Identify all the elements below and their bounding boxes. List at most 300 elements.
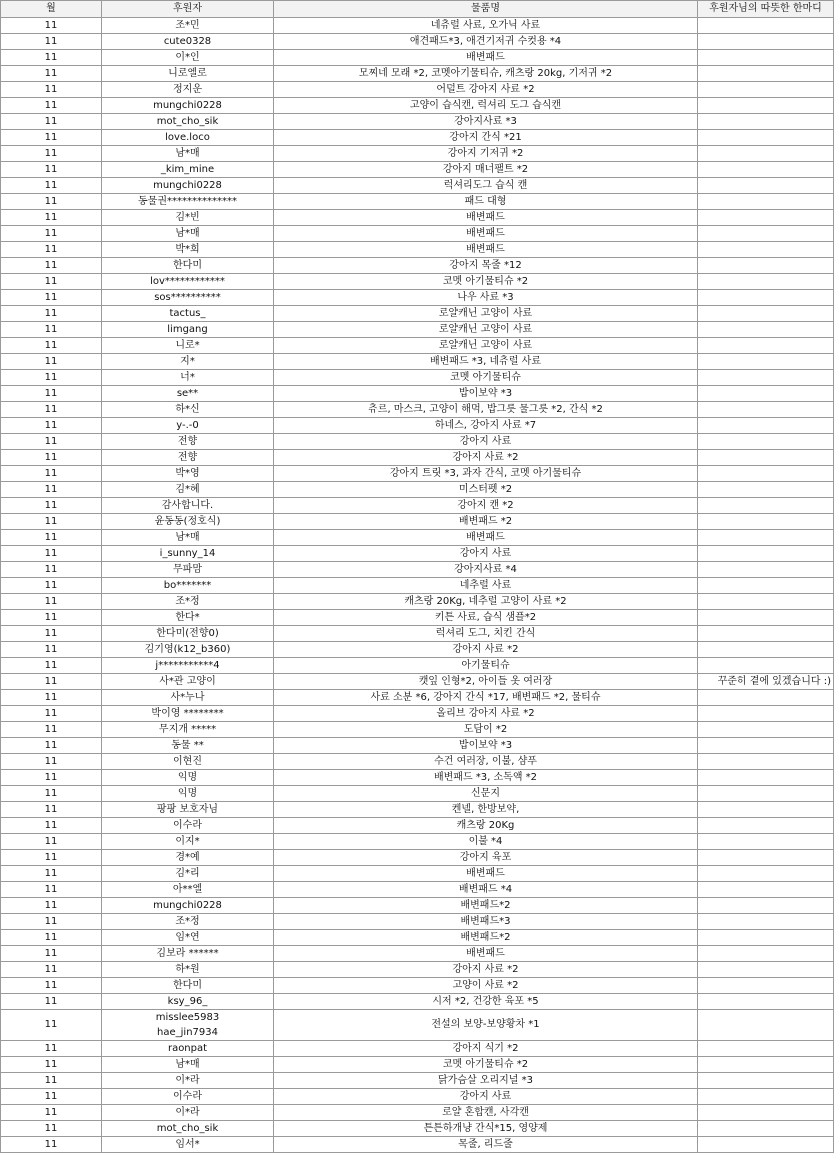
donor-cell: 조*정: [102, 594, 274, 610]
donor-cell: 동물 **: [102, 738, 274, 754]
message-cell: [698, 866, 834, 882]
item-cell: 아기물티슈: [274, 658, 698, 674]
month-cell: 11: [1, 1057, 102, 1073]
month-cell: 11: [1, 1010, 102, 1041]
month-cell: 11: [1, 626, 102, 642]
month-cell: 11: [1, 866, 102, 882]
table-row: [1, 1010, 834, 1041]
message-cell: [698, 770, 834, 786]
donor-cell: 이*라: [102, 1073, 274, 1089]
message-cell: [698, 898, 834, 914]
item-cell: 신문지: [274, 786, 698, 802]
table-row: [1, 258, 834, 274]
table-row: [1, 898, 834, 914]
message-cell: [698, 450, 834, 466]
item-cell: 강아지 사료 *2: [274, 450, 698, 466]
donor-cell: j***********4: [102, 658, 274, 674]
table-row: [1, 1057, 834, 1073]
item-cell: 닭가슴살 오리지널 *3: [274, 1073, 698, 1089]
donor-line: hae_jin7934: [157, 1027, 218, 1038]
message-cell: [698, 882, 834, 898]
table-row: [1, 466, 834, 482]
message-cell: [698, 978, 834, 994]
table-row: [1, 370, 834, 386]
donor-cell: 한다미: [102, 978, 274, 994]
table-row: [1, 850, 834, 866]
month-cell: 11: [1, 978, 102, 994]
table-body: [1, 18, 834, 1153]
donor-cell: i_sunny_14: [102, 546, 274, 562]
table-row: [1, 786, 834, 802]
message-cell: [698, 1057, 834, 1073]
month-cell: 11: [1, 50, 102, 66]
donor-cell: 사*관 고양이: [102, 674, 274, 690]
table-row: [1, 594, 834, 610]
item-cell: 코멧 아기물티슈 *2: [274, 274, 698, 290]
message-cell: [698, 226, 834, 242]
donor-cell: 전향: [102, 434, 274, 450]
message-cell: [698, 946, 834, 962]
month-cell: 11: [1, 466, 102, 482]
month-cell: 11: [1, 562, 102, 578]
month-cell: 11: [1, 994, 102, 1010]
table-row: [1, 866, 834, 882]
message-cell: [698, 386, 834, 402]
month-cell: 11: [1, 82, 102, 98]
table-row: [1, 722, 834, 738]
month-cell: 11: [1, 162, 102, 178]
month-cell: 11: [1, 882, 102, 898]
table-row: [1, 802, 834, 818]
message-cell: [698, 514, 834, 530]
month-cell: 11: [1, 850, 102, 866]
table-row: [1, 578, 834, 594]
month-cell: 11: [1, 610, 102, 626]
item-cell: 배변패드 *2: [274, 514, 698, 530]
table-row: [1, 658, 834, 674]
message-cell: [698, 658, 834, 674]
table-row: [1, 66, 834, 82]
table-row: [1, 946, 834, 962]
month-cell: 11: [1, 1041, 102, 1057]
message-cell: [698, 626, 834, 642]
item-cell: 강아지사료 *4: [274, 562, 698, 578]
month-cell: 11: [1, 130, 102, 146]
table-row: [1, 546, 834, 562]
table-row: [1, 562, 834, 578]
item-cell: 강아지 사료: [274, 1089, 698, 1105]
month-cell: 11: [1, 898, 102, 914]
item-cell: 하네스, 강아지 사료 *7: [274, 418, 698, 434]
donor-cell: 한다미(전향0): [102, 626, 274, 642]
table-row: [1, 978, 834, 994]
month-cell: 11: [1, 706, 102, 722]
table-row: [1, 690, 834, 706]
item-cell: 미스터펫 *2: [274, 482, 698, 498]
table-row: [1, 338, 834, 354]
item-cell: 밥이보약 *3: [274, 738, 698, 754]
donor-cell: 지*: [102, 354, 274, 370]
message-cell: [698, 402, 834, 418]
donor-cell: 한다미: [102, 258, 274, 274]
month-cell: 11: [1, 690, 102, 706]
item-cell: 로얄캐닌 고양이 사료: [274, 338, 698, 354]
item-cell: 배변패드: [274, 210, 698, 226]
item-cell: 이불 *4: [274, 834, 698, 850]
donor-cell: 사*누나: [102, 690, 274, 706]
item-cell: 강아지 목줄 *12: [274, 258, 698, 274]
item-cell: 로얄캐닌 고양이 사료: [274, 306, 698, 322]
donor-cell: 팡팡 보호자님: [102, 802, 274, 818]
month-cell: 11: [1, 1105, 102, 1121]
item-cell: 네추럴 사료: [274, 578, 698, 594]
message-cell: [698, 962, 834, 978]
month-cell: 11: [1, 306, 102, 322]
item-cell: 배변패드*3: [274, 914, 698, 930]
month-cell: 11: [1, 290, 102, 306]
item-cell: 강아지 식기 *2: [274, 1041, 698, 1057]
table-row: [1, 402, 834, 418]
message-cell: [698, 50, 834, 66]
donor-cell: 이수라: [102, 1089, 274, 1105]
item-cell: 애견패드*3, 애견기저귀 수컷용 *4: [274, 34, 698, 50]
table-row: [1, 498, 834, 514]
table-row: [1, 290, 834, 306]
item-cell: 강아지 사료 *2: [274, 962, 698, 978]
table-row: [1, 530, 834, 546]
table-row: [1, 1105, 834, 1121]
table-row: [1, 882, 834, 898]
donor-cell: 윤동동(정호식): [102, 514, 274, 530]
message-cell: [698, 834, 834, 850]
table-row: [1, 178, 834, 194]
donor-cell: 임*연: [102, 930, 274, 946]
table-row: [1, 674, 834, 690]
item-cell: 배변패드 *4: [274, 882, 698, 898]
message-cell: [698, 290, 834, 306]
donor-cell: 정지운: [102, 82, 274, 98]
message-cell: [698, 274, 834, 290]
header-donor: 후원자: [102, 1, 274, 18]
message-cell: [698, 418, 834, 434]
donor-cell: 경*예: [102, 850, 274, 866]
message-cell: [698, 1041, 834, 1057]
header-row: [1, 1, 834, 18]
item-cell: 강아지 매너팰트 *2: [274, 162, 698, 178]
donor-cell: 이지*: [102, 834, 274, 850]
table-row: [1, 962, 834, 978]
table-row: [1, 610, 834, 626]
message-cell: [698, 82, 834, 98]
month-cell: 11: [1, 114, 102, 130]
table-row: [1, 50, 834, 66]
donor-cell: 이*라: [102, 1105, 274, 1121]
message-cell: [698, 466, 834, 482]
donor-cell: raonpat: [102, 1041, 274, 1057]
message-cell: [698, 18, 834, 34]
month-cell: 11: [1, 370, 102, 386]
table-row: [1, 1089, 834, 1105]
item-cell: 패드 대형: [274, 194, 698, 210]
table-row: [1, 642, 834, 658]
item-cell: 시저 *2, 건강한 육포 *5: [274, 994, 698, 1010]
message-cell: [698, 34, 834, 50]
item-cell: 배변패드: [274, 226, 698, 242]
table-row: [1, 1137, 834, 1153]
donor-cell: 박이영 ********: [102, 706, 274, 722]
month-cell: 11: [1, 322, 102, 338]
month-cell: 11: [1, 1121, 102, 1137]
message-cell: [698, 994, 834, 1010]
month-cell: 11: [1, 818, 102, 834]
table-row: [1, 914, 834, 930]
item-cell: 수건 여러장, 이불, 샴푸: [274, 754, 698, 770]
month-cell: 11: [1, 98, 102, 114]
month-cell: 11: [1, 482, 102, 498]
item-cell: 목줄, 리드줄: [274, 1137, 698, 1153]
item-cell: 어덜트 강아지 사료 *2: [274, 82, 698, 98]
message-cell: [698, 162, 834, 178]
item-cell: 밥이보약 *3: [274, 386, 698, 402]
month-cell: 11: [1, 402, 102, 418]
message-cell: [698, 594, 834, 610]
month-cell: 11: [1, 274, 102, 290]
item-cell: 키튼 사료, 습식 샘플*2: [274, 610, 698, 626]
table-row: [1, 386, 834, 402]
donor-cell: 동물권**************: [102, 194, 274, 210]
message-cell: [698, 738, 834, 754]
month-cell: 11: [1, 434, 102, 450]
table-row: [1, 514, 834, 530]
table-row: [1, 818, 834, 834]
item-cell: 배변패드: [274, 50, 698, 66]
donor-cell: 남*매: [102, 1057, 274, 1073]
month-cell: 11: [1, 514, 102, 530]
item-cell: 로얄 혼합캔, 사각캔: [274, 1105, 698, 1121]
table-row: [1, 482, 834, 498]
table-row: [1, 82, 834, 98]
month-cell: 11: [1, 946, 102, 962]
table-row: [1, 930, 834, 946]
message-cell: [698, 546, 834, 562]
message-cell: [698, 930, 834, 946]
month-cell: 11: [1, 546, 102, 562]
item-cell: 강아지 육포: [274, 850, 698, 866]
donor-cell: 김*리: [102, 866, 274, 882]
month-cell: 11: [1, 914, 102, 930]
month-cell: 11: [1, 354, 102, 370]
donor-cell: 남*매: [102, 226, 274, 242]
message-cell: [698, 482, 834, 498]
message-cell: [698, 690, 834, 706]
donor-cell: se**: [102, 386, 274, 402]
donor-cell: 조*정: [102, 914, 274, 930]
table-row: [1, 1073, 834, 1089]
item-cell: 코멧 아기물티슈: [274, 370, 698, 386]
donor-cell: sos**********: [102, 290, 274, 306]
donor-cell: tactus_: [102, 306, 274, 322]
item-cell: 배변패드*2: [274, 898, 698, 914]
item-cell: 전설의 보양-보양황차 *1: [274, 1010, 698, 1041]
month-cell: 11: [1, 178, 102, 194]
table-row: [1, 434, 834, 450]
table-row: [1, 98, 834, 114]
table-row: [1, 1041, 834, 1057]
table-row: [1, 770, 834, 786]
donor-cell: bo*******: [102, 578, 274, 594]
month-cell: 11: [1, 418, 102, 434]
table-row: [1, 194, 834, 210]
message-cell: [698, 1089, 834, 1105]
donor-cell: 김보라 ******: [102, 946, 274, 962]
table-row: [1, 226, 834, 242]
month-cell: 11: [1, 66, 102, 82]
header-month: 월: [1, 1, 102, 18]
table-row: [1, 18, 834, 34]
item-cell: 사료 소분 *6, 강아지 간식 *17, 배변패드 *2, 물티슈: [274, 690, 698, 706]
donor-cell: mungchi0228: [102, 898, 274, 914]
table-row: [1, 1121, 834, 1137]
month-cell: 11: [1, 642, 102, 658]
donor-cell: 하*원: [102, 962, 274, 978]
donor-cell: 하*신: [102, 402, 274, 418]
item-cell: 강아지 사료: [274, 434, 698, 450]
table-row: [1, 738, 834, 754]
month-cell: 11: [1, 1089, 102, 1105]
table-row: [1, 162, 834, 178]
item-cell: 고양이 습식캔, 럭셔리 도그 습식캔: [274, 98, 698, 114]
item-cell: 나우 사료 *3: [274, 290, 698, 306]
donor-cell: 박*영: [102, 466, 274, 482]
donor-cell: 남*매: [102, 146, 274, 162]
donor-cell: 감사합니다.: [102, 498, 274, 514]
item-cell: 캣잎 인형*2, 아이들 옷 여러장: [274, 674, 698, 690]
message-cell: [698, 130, 834, 146]
message-cell: [698, 338, 834, 354]
month-cell: 11: [1, 802, 102, 818]
month-cell: 11: [1, 834, 102, 850]
message-cell: [698, 178, 834, 194]
item-cell: 배변패드: [274, 946, 698, 962]
month-cell: 11: [1, 658, 102, 674]
item-cell: 럭셔리도그 습식 캔: [274, 178, 698, 194]
month-cell: 11: [1, 530, 102, 546]
message-cell: [698, 1073, 834, 1089]
month-cell: 11: [1, 674, 102, 690]
month-cell: 11: [1, 498, 102, 514]
table-row: [1, 242, 834, 258]
table-row: [1, 210, 834, 226]
message-cell: [698, 754, 834, 770]
header-message: 후원자님의 따뜻한 한마디: [698, 1, 834, 18]
month-cell: 11: [1, 594, 102, 610]
item-cell: 고양이 사료 *2: [274, 978, 698, 994]
item-cell: 올리브 강아지 사료 *2: [274, 706, 698, 722]
donor-cell: lov************: [102, 274, 274, 290]
donor-cell: mot_cho_sik: [102, 114, 274, 130]
donor-cell: 전향: [102, 450, 274, 466]
donor-cell: love.loco: [102, 130, 274, 146]
table-row: [1, 146, 834, 162]
item-cell: 배변패드 *3, 소독액 *2: [274, 770, 698, 786]
item-cell: 츄르, 마스크, 고양이 해먹, 밥그릇 물그릇 *2, 간식 *2: [274, 402, 698, 418]
item-cell: 캐츠랑 20Kg: [274, 818, 698, 834]
table-row: [1, 114, 834, 130]
table-row: [1, 626, 834, 642]
message-cell: [698, 370, 834, 386]
donor-cell: 박*희: [102, 242, 274, 258]
donor-cell: ksy_96_: [102, 994, 274, 1010]
message-cell: [698, 210, 834, 226]
donor-cell: cute0328: [102, 34, 274, 50]
donor-line: misslee5983: [155, 1012, 220, 1023]
message-cell: [698, 1137, 834, 1153]
message-cell: [698, 802, 834, 818]
month-cell: 11: [1, 194, 102, 210]
message-cell: [698, 354, 834, 370]
item-cell: 배변패드 *3, 네츄럴 사료: [274, 354, 698, 370]
message-cell: [698, 850, 834, 866]
month-cell: 11: [1, 34, 102, 50]
table-row: [1, 418, 834, 434]
message-cell: [698, 98, 834, 114]
donor-cell: 김*혜: [102, 482, 274, 498]
month-cell: 11: [1, 242, 102, 258]
table-row: [1, 34, 834, 50]
donor-cell: 아**엘: [102, 882, 274, 898]
month-cell: 11: [1, 770, 102, 786]
item-cell: 강아지 간식 *21: [274, 130, 698, 146]
donor-cell: 조*민: [102, 18, 274, 34]
item-cell: 럭셔리 도그, 치킨 간식: [274, 626, 698, 642]
message-cell: [698, 1105, 834, 1121]
donor-cell: 무파맘: [102, 562, 274, 578]
month-cell: 11: [1, 1073, 102, 1089]
donor-cell: _kim_mine: [102, 162, 274, 178]
month-cell: 11: [1, 450, 102, 466]
message-cell: [698, 434, 834, 450]
month-cell: 11: [1, 210, 102, 226]
message-cell: [698, 242, 834, 258]
message-cell: 꾸준히 곁에 있겠습니다 :): [698, 674, 834, 690]
month-cell: 11: [1, 386, 102, 402]
donor-cell: 익명: [102, 770, 274, 786]
item-cell: 배변패드: [274, 530, 698, 546]
item-cell: 네츄럴 사료, 오가닉 사료: [274, 18, 698, 34]
donor-cell: 니로엘로: [102, 66, 274, 82]
item-cell: 강아지사료 *3: [274, 114, 698, 130]
item-cell: 모찌네 모래 *2, 코멧아기물티슈, 캐츠랑 20kg, 기저귀 *2: [274, 66, 698, 82]
table-row: [1, 354, 834, 370]
month-cell: 11: [1, 930, 102, 946]
message-cell: [698, 194, 834, 210]
month-cell: 11: [1, 258, 102, 274]
donor-cell: 너*: [102, 370, 274, 386]
table-row: [1, 306, 834, 322]
table-row: [1, 130, 834, 146]
donor-cell: 무지개 *****: [102, 722, 274, 738]
item-cell: 코멧 아기물티슈 *2: [274, 1057, 698, 1073]
donor-cell: mungchi0228: [102, 178, 274, 194]
item-cell: 강아지 사료 *2: [274, 642, 698, 658]
message-cell: [698, 66, 834, 82]
donor-cell: 김기영(k12_b360): [102, 642, 274, 658]
month-cell: 11: [1, 578, 102, 594]
message-cell: [698, 258, 834, 274]
message-cell: [698, 642, 834, 658]
message-cell: [698, 146, 834, 162]
item-cell: 튼튼하개냥 간식*15, 영양제: [274, 1121, 698, 1137]
